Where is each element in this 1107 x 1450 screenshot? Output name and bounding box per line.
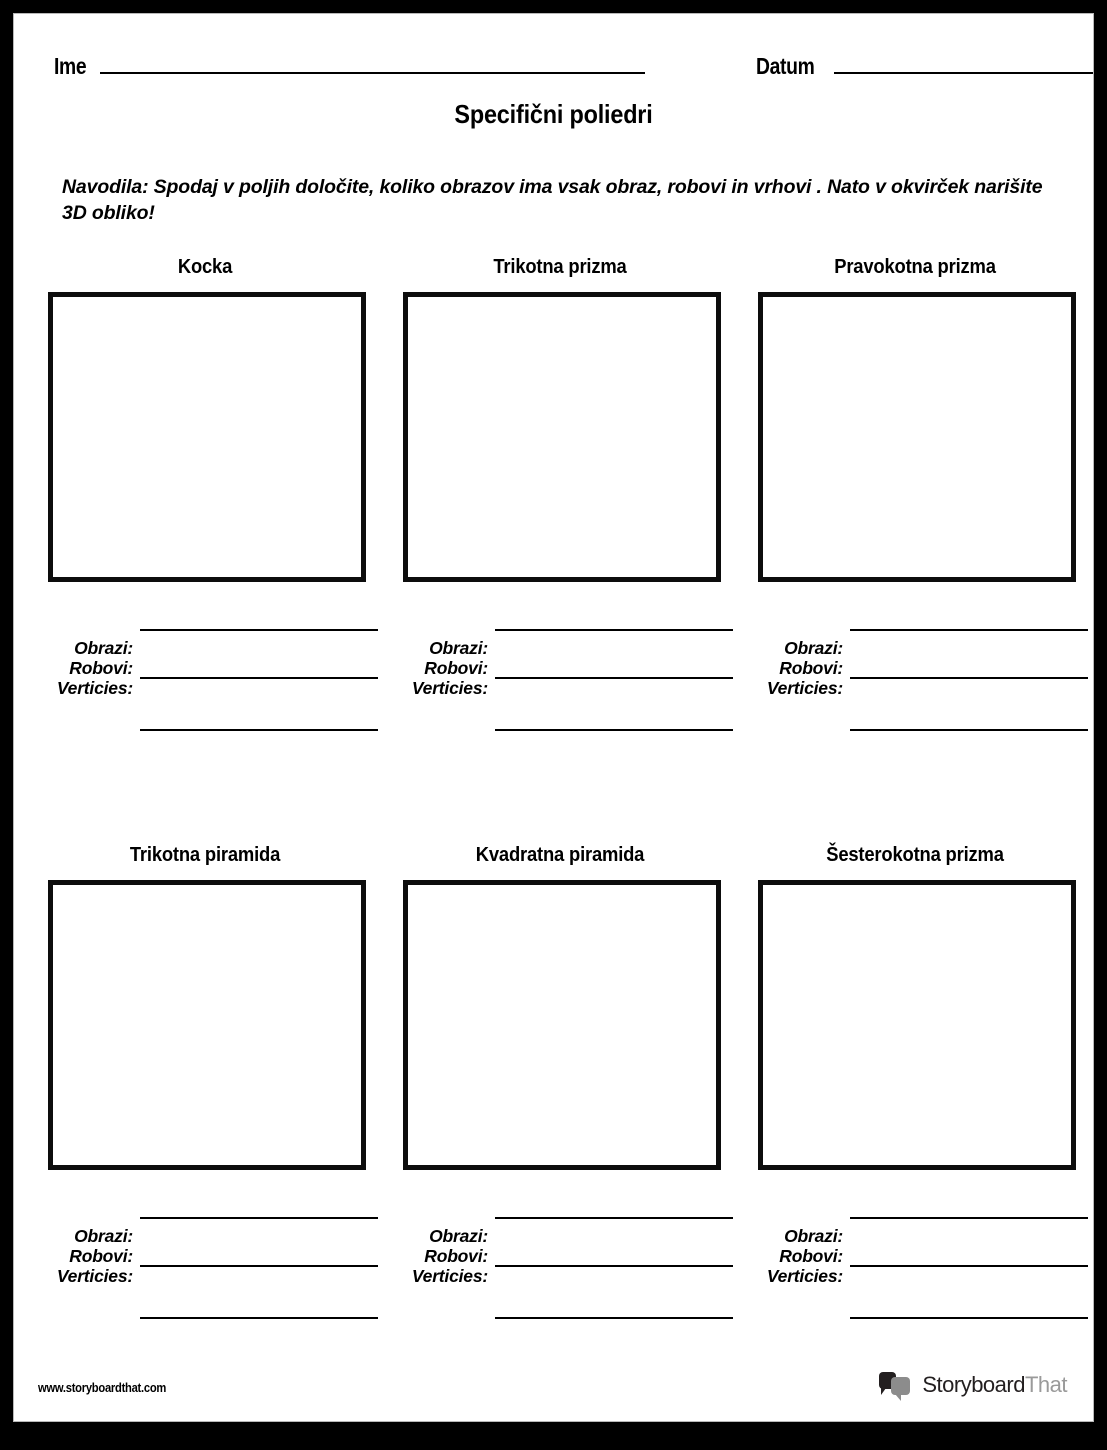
header-row: [14, 40, 1093, 80]
faces-label: Obrazi:: [74, 638, 133, 658]
answer-block: [750, 1200, 1080, 1320]
faces-label: Obrazi:: [74, 1226, 133, 1246]
vertices-answer-line[interactable]: [850, 1317, 1088, 1319]
shape-title: Šesterokotna prizma: [826, 844, 1004, 866]
edges-label: Robovi:: [779, 658, 843, 678]
drawing-box[interactable]: [403, 292, 721, 582]
answer-block: [395, 1200, 725, 1320]
faces-label: Obrazi:: [429, 1226, 488, 1246]
answer-label-stack: [750, 638, 843, 698]
shape-title: Kvadratna piramida: [475, 844, 645, 866]
speech-bubbles-icon: [879, 1371, 913, 1399]
answer-label-stack: [395, 638, 488, 698]
date-field-group: [756, 53, 1094, 80]
shape-cell-trikotna-prizma: [395, 256, 725, 732]
answer-label-stack: [40, 1226, 133, 1286]
shape-cell-trikotna-piramida: [40, 844, 370, 1320]
logo-word-storyboard: Storyboard: [922, 1372, 1025, 1397]
edges-answer-line[interactable]: [495, 677, 733, 679]
worksheet-sheet: [13, 13, 1094, 1422]
shape-cell-kvadratna-piramida: [395, 844, 725, 1320]
drawing-box[interactable]: [758, 292, 1076, 582]
faces-label: Obrazi:: [429, 638, 488, 658]
vertices-label: Verticies:: [766, 678, 843, 698]
vertices-answer-line[interactable]: [495, 1317, 733, 1319]
edges-label: Robovi:: [424, 1246, 488, 1266]
faces-label: Obrazi:: [784, 1226, 843, 1246]
date-input-line[interactable]: [834, 72, 1094, 74]
edges-label: Robovi:: [424, 658, 488, 678]
edges-answer-line[interactable]: [850, 677, 1088, 679]
drawing-box[interactable]: [48, 880, 366, 1170]
faces-answer-line[interactable]: [140, 629, 378, 631]
faces-label: Obrazi:: [784, 638, 843, 658]
drawing-box[interactable]: [758, 880, 1076, 1170]
drawing-box[interactable]: [403, 880, 721, 1170]
shape-title: Kocka: [177, 256, 233, 278]
faces-answer-line[interactable]: [495, 629, 733, 631]
vertices-answer-line[interactable]: [140, 729, 378, 731]
shape-cell-sesterokotna-prizma: [750, 844, 1080, 1320]
faces-answer-line[interactable]: [495, 1217, 733, 1219]
edges-label: Robovi:: [69, 658, 133, 678]
vertices-label: Verticies:: [56, 678, 133, 698]
shape-title: Pravokotna prizma: [834, 256, 996, 278]
instructions-text: Navodila: Spodaj v poljih določite, koliko obrazov ima vsak obraz, robovi in vrhovi . Nato v okvirček narišite 3D obliko!: [62, 176, 1043, 225]
faces-answer-line[interactable]: [140, 1217, 378, 1219]
shape-cell-pravokotna-prizma: [750, 256, 1080, 732]
edges-answer-line[interactable]: [850, 1265, 1088, 1267]
name-input-line[interactable]: [100, 72, 645, 74]
page-title: Specifični poliedri: [454, 99, 653, 129]
answer-block: [40, 612, 370, 732]
edges-answer-line[interactable]: [495, 1265, 733, 1267]
logo-wordmark: [922, 1372, 1067, 1398]
answer-label-stack: [395, 1226, 488, 1286]
edges-label: Robovi:: [69, 1246, 133, 1266]
storyboardthat-logo[interactable]: [879, 1371, 1067, 1399]
faces-answer-line[interactable]: [850, 629, 1088, 631]
edges-answer-line[interactable]: [140, 677, 378, 679]
answer-block: [750, 612, 1080, 732]
date-label: Datum: [756, 53, 815, 79]
name-field-group: [54, 53, 645, 80]
shape-cell-kocka: [40, 256, 370, 732]
vertices-label: Verticies:: [766, 1266, 843, 1286]
vertices-label: Verticies:: [411, 1266, 488, 1286]
drawing-box[interactable]: [48, 292, 366, 582]
vertices-answer-line[interactable]: [495, 729, 733, 731]
edges-answer-line[interactable]: [140, 1265, 378, 1267]
faces-answer-line[interactable]: [850, 1217, 1088, 1219]
vertices-label: Verticies:: [411, 678, 488, 698]
shape-title: Trikotna prizma: [493, 256, 627, 278]
logo-word-that: That: [1024, 1372, 1067, 1397]
name-label: Ime: [54, 53, 87, 79]
shape-title: Trikotna piramida: [129, 844, 281, 866]
vertices-answer-line[interactable]: [140, 1317, 378, 1319]
footer-url[interactable]: www.storyboardthat.com: [38, 1380, 167, 1395]
answer-label-stack: [750, 1226, 843, 1286]
vertices-answer-line[interactable]: [850, 729, 1088, 731]
answer-label-stack: [40, 638, 133, 698]
answer-block: [395, 612, 725, 732]
answer-block: [40, 1200, 370, 1320]
vertices-label: Verticies:: [56, 1266, 133, 1286]
edges-label: Robovi:: [779, 1246, 843, 1266]
